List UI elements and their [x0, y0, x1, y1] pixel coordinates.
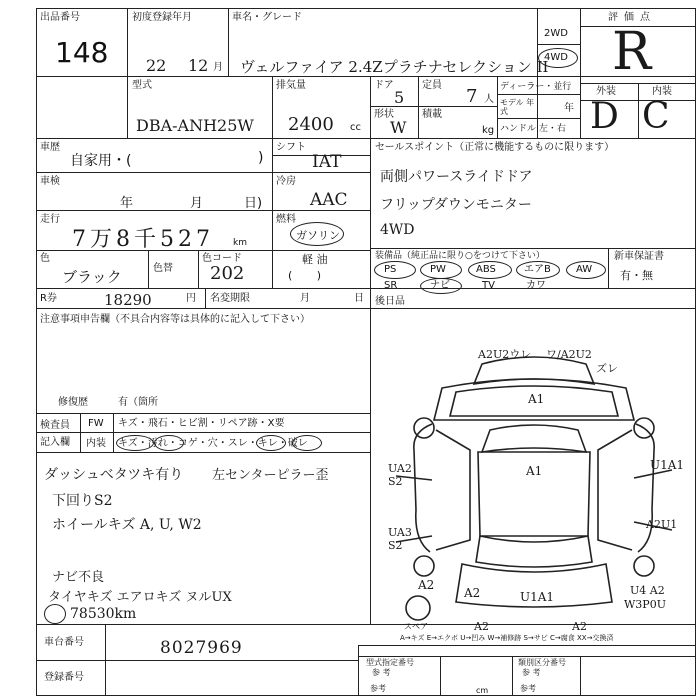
sales-points-label: セールスポイント（正常に機能するものに限ります）	[375, 142, 615, 153]
inspector-note: 78530km	[70, 606, 137, 622]
equipment-label: 装備品（純正品に限り○をつけて下さい）	[375, 251, 545, 261]
color-change-label: 色替	[153, 263, 173, 274]
divider	[80, 413, 81, 452]
diagram-annotation: A2U1	[646, 518, 678, 531]
sales-point-item: フリップダウンモニター	[380, 197, 532, 213]
diagram-annotation: ワ/A2U2	[546, 348, 592, 361]
divider	[370, 413, 371, 624]
color-value: ブラック	[62, 268, 122, 286]
equip-item: カワ	[526, 280, 546, 291]
history-value: 自家用・(	[70, 153, 132, 169]
divider	[638, 83, 639, 138]
color-code-value: 202	[210, 263, 245, 284]
inspector-note: ホイールキズ A, U, W2	[52, 517, 202, 533]
interior-value: C	[642, 96, 670, 137]
divider	[370, 76, 371, 138]
diagram-annotation: U1A1	[520, 590, 555, 604]
divider	[358, 656, 696, 657]
chassis-label: 車台番号	[44, 637, 84, 648]
divider	[370, 106, 497, 107]
divider	[370, 138, 371, 308]
drive-2wd: 2WD	[544, 28, 568, 39]
divider	[512, 656, 513, 696]
color-code-label: 色コード	[202, 253, 242, 264]
diagram-annotation: A1	[528, 392, 545, 406]
divider	[228, 8, 229, 76]
inspection-year: 年	[120, 196, 134, 211]
history-label: 車歴	[40, 142, 60, 153]
diagram-annotation: W3P0U	[624, 598, 666, 611]
footer-cm: cm	[476, 686, 489, 695]
repair-history-value: 有（箇所	[118, 397, 158, 408]
equip-item: PW	[430, 264, 446, 275]
diagram-annotation: U1A1	[650, 458, 685, 472]
divider	[148, 250, 149, 288]
fw-text: キズ・飛石・ヒビ割・リペア跡・X要	[118, 418, 285, 429]
inspector-note: 下回りS2	[52, 493, 113, 509]
exterior-label: 外装	[596, 86, 616, 97]
recycle-label: R券	[40, 293, 57, 304]
inspector-note: ダッシュベタツキ有り	[44, 467, 184, 483]
year-unit: 年	[564, 103, 574, 114]
divider	[580, 656, 581, 696]
recycle-unit: 円	[186, 293, 196, 304]
inspector-note: 左センターピラー歪	[212, 468, 329, 483]
aftermarket-label: 後日品	[375, 296, 405, 307]
ac-value: AAC	[310, 190, 348, 210]
equip-item: PS	[384, 264, 397, 275]
load-unit: kg	[482, 125, 495, 136]
inspector-note: タイヤキズ エアロキズ ヌルUX	[48, 590, 232, 605]
exterior-value: D	[590, 96, 619, 137]
inspector-label-top: 検査員	[40, 420, 70, 431]
interior-label: 内装	[652, 86, 672, 97]
diagram-annotation: A1	[526, 464, 543, 478]
handle-label: ハンドル 左・右	[500, 124, 566, 134]
dealer-label: ディーラー・並行	[500, 82, 572, 92]
mileage-value: 7万8千527	[72, 227, 214, 252]
sales-point-item: 両側パワースライドドア	[380, 169, 533, 185]
name-change-day: 日	[354, 293, 364, 304]
sales-point-item: 4WD	[380, 222, 415, 238]
name-change-month: 月	[300, 293, 310, 304]
divider	[537, 44, 580, 45]
inspection-day: 日)	[244, 196, 263, 211]
first-reg-year: 22	[146, 56, 167, 75]
cert-label: 型式指定番号	[366, 658, 414, 667]
chassis-value: 8027969	[160, 638, 243, 658]
equip-item: TV	[482, 280, 495, 291]
capacity-unit: 人	[484, 94, 494, 105]
class-label: 類別区分番号	[518, 658, 566, 667]
divider	[370, 308, 371, 413]
divider	[205, 288, 206, 308]
name-change-label: 名変期限	[210, 293, 250, 304]
mileage-label: 走行	[40, 214, 60, 225]
diagram-annotation: UA3 S2	[388, 526, 412, 552]
equip-item: AW	[576, 264, 593, 275]
fuel-value: ガソリン	[296, 229, 340, 242]
type-value: DBA-ANH25W	[136, 116, 254, 135]
divider	[36, 660, 358, 661]
divider	[272, 138, 273, 288]
shift-value: IAT	[312, 152, 342, 172]
fuel-diesel: 軽 油	[302, 253, 328, 266]
history-close: )	[258, 150, 264, 166]
lot-number: 148	[55, 36, 109, 69]
class-ref: 参 考	[522, 668, 541, 677]
shape-value: W	[390, 118, 407, 137]
divider	[36, 288, 696, 289]
divider	[127, 8, 128, 138]
check-circle	[292, 435, 322, 451]
divider	[36, 172, 370, 173]
divider	[497, 94, 580, 95]
interior-check-text: キズ・汚れ・コゲ・穴・スレ・キレ・破レ	[118, 438, 308, 449]
diagram-annotation: A2	[464, 586, 481, 600]
footer-ref: 参考	[370, 684, 386, 693]
damage-legend: A→キズ E→エクボ U→凹み W→補修跡 S→サビ C→腐食 XX→交換済	[400, 634, 614, 642]
diagram-annotation: UA2 S2	[388, 462, 412, 488]
spare-label: スペア	[404, 622, 428, 631]
doors-label: ドア	[374, 80, 394, 91]
diagram-annotation: A2	[572, 620, 587, 633]
model-year-label: モデル 年式	[500, 98, 535, 116]
mileage-unit: km	[233, 238, 247, 248]
divider	[370, 248, 696, 249]
first-reg-month-unit: 月	[213, 62, 223, 73]
displacement-value: 2400	[288, 114, 334, 135]
rating-label: 評価点	[608, 12, 656, 23]
equip-item: ナビ	[430, 280, 450, 291]
fuel-label: 燃料	[276, 214, 296, 225]
drive-4wd: 4WD	[544, 52, 568, 63]
first-reg-month: 12	[188, 56, 209, 75]
diagram-annotation: ズレ	[596, 362, 618, 375]
doors-value: 5	[394, 88, 405, 107]
repair-history-label: 修復歴	[58, 397, 88, 408]
first-reg-label: 初度登録年月	[132, 12, 192, 23]
diagram-annotation: U4 A2	[630, 584, 665, 597]
divider	[497, 118, 580, 119]
color-label: 色	[40, 253, 50, 264]
check-circle	[154, 435, 184, 451]
divider	[36, 432, 370, 433]
divider	[418, 76, 419, 138]
rating-value: R	[612, 22, 652, 82]
type-label: 型式	[132, 80, 152, 91]
notes-label: 注意事項申告欄（不具合内容等は具体的に記入して下さい）	[40, 314, 310, 325]
capacity-label: 定員	[422, 80, 442, 91]
recycle-value: 18290	[104, 291, 152, 309]
note-circle	[44, 604, 66, 624]
ac-label: 冷房	[276, 176, 296, 187]
interior-check-label: 内装	[86, 438, 106, 449]
check-circle	[116, 435, 154, 451]
diagram-annotation: A2	[418, 578, 435, 592]
equip-item: SR	[384, 280, 398, 291]
diagram-annotation: A2U2ウレ	[478, 348, 532, 361]
inspector-note: ナビ不良	[52, 570, 105, 585]
divider	[272, 76, 273, 138]
divider	[36, 138, 696, 139]
shift-label: シフト	[276, 142, 306, 153]
diagram-annotation: A2	[474, 620, 489, 633]
lot-label: 出品番号	[40, 12, 80, 23]
divider	[358, 645, 359, 696]
registration-label: 登録番号	[44, 672, 84, 683]
load-label: 積載	[422, 109, 442, 120]
check-circle	[256, 435, 286, 451]
divider	[36, 624, 696, 625]
divider	[36, 452, 370, 453]
cert-ref: 参 考	[372, 668, 391, 677]
warranty-label: 新車保証書	[614, 251, 664, 262]
divider	[580, 8, 581, 138]
divider	[113, 413, 114, 452]
equip-item: エアB	[524, 264, 551, 275]
capacity-value: 7	[466, 86, 478, 107]
inspector-label-bottom: 記入欄	[40, 437, 70, 448]
divider	[198, 250, 199, 288]
model-grade-value: ヴェルファイア 2.4Zプラチナセレクション II	[240, 58, 549, 76]
footer-ref: 参考	[520, 684, 536, 693]
inspection-label: 車検	[40, 176, 60, 187]
fw-label: FW	[88, 418, 104, 429]
divider	[358, 645, 696, 646]
divider	[497, 76, 498, 138]
displacement-unit: cc	[350, 122, 361, 133]
fuel-paren: ( )	[288, 269, 322, 282]
divider	[608, 248, 609, 288]
warranty-options: 有・無	[620, 269, 653, 282]
divider	[36, 413, 370, 414]
inspection-month: 月	[190, 196, 204, 211]
displacement-label: 排気量	[276, 80, 306, 91]
shape-label: 形状	[374, 109, 394, 120]
model-grade-label: 車名・グレード	[232, 12, 302, 23]
equip-item: ABS	[476, 264, 496, 275]
divider	[440, 656, 441, 696]
